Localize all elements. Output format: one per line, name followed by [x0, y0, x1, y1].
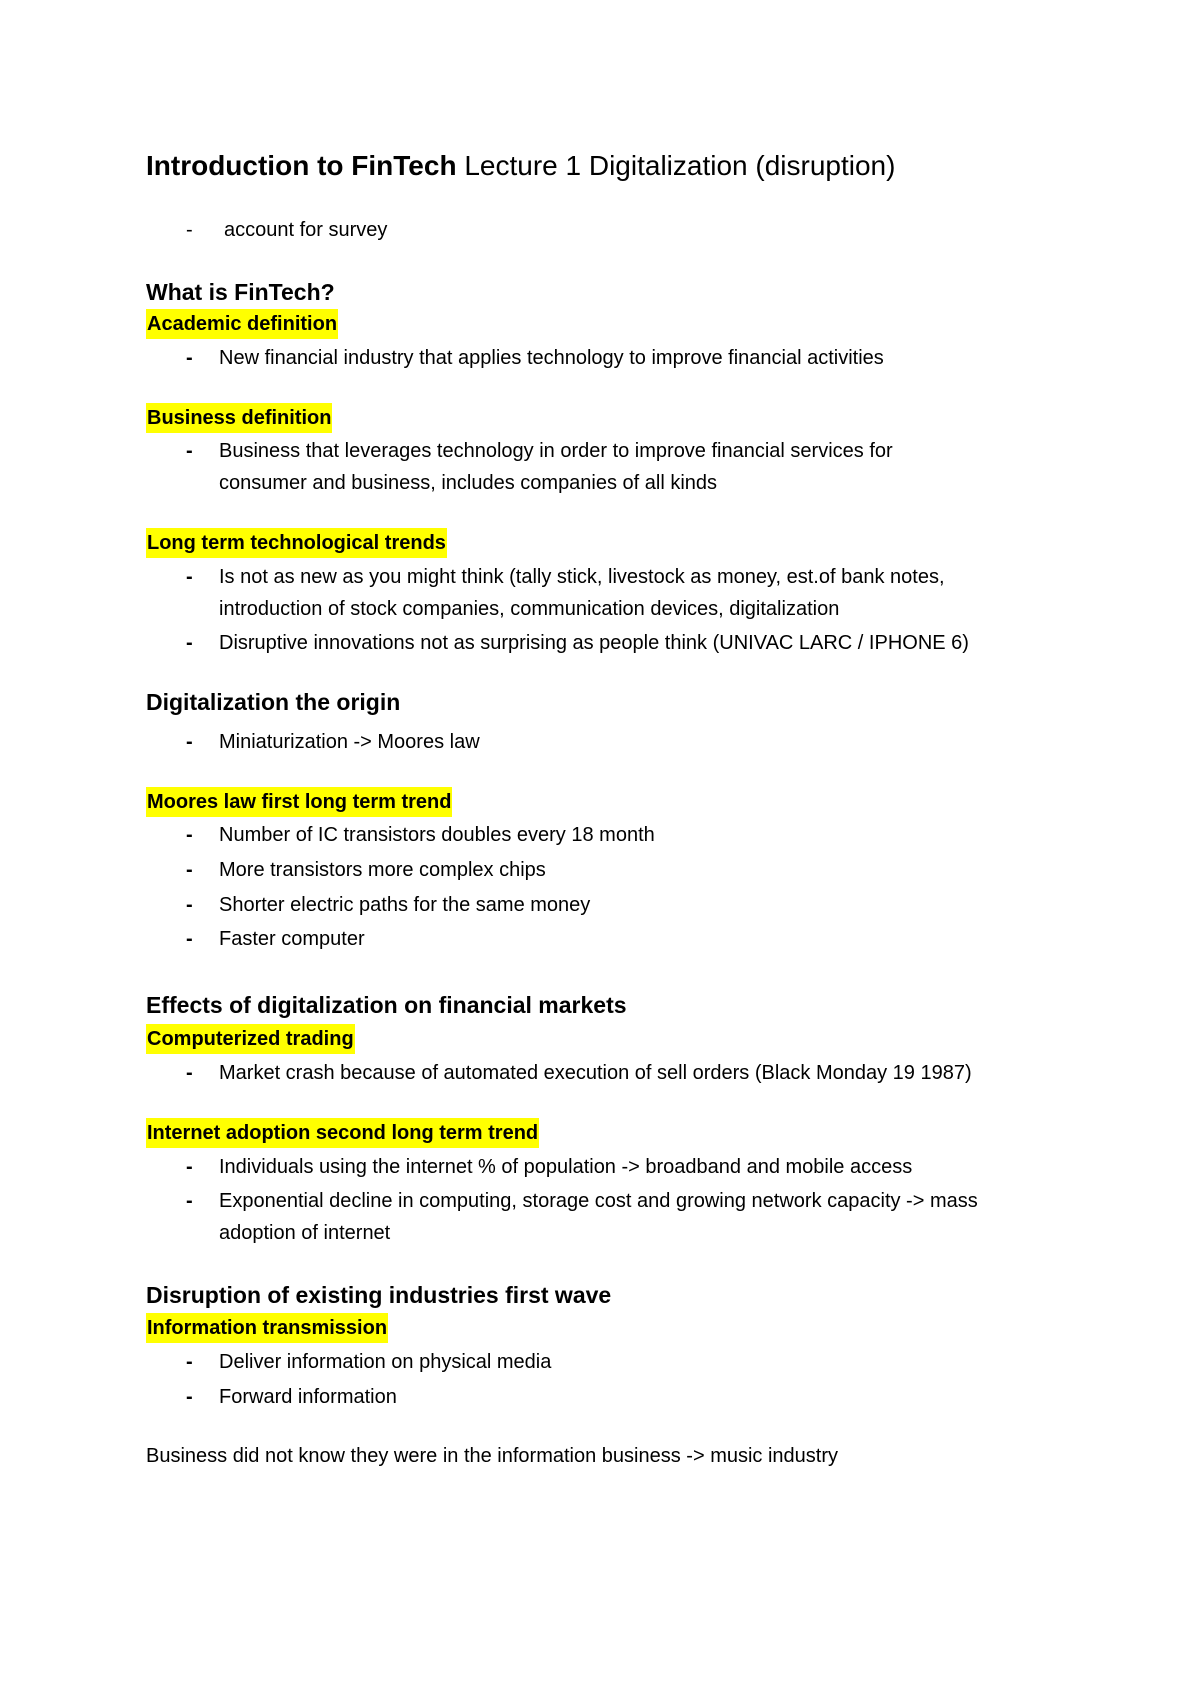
list-item: Disruptive innovations not as surprising as people think (UNIVAC LARC / IPHONE 6)	[219, 632, 969, 654]
list-item: New financial industry that applies technology to improve financial activities	[219, 347, 884, 369]
list-item-continuation: consumer and business, includes companies of all kinds	[219, 472, 718, 494]
label-info: Information transmission	[146, 1313, 388, 1343]
bullet-dash: -	[186, 566, 193, 588]
label-computerized: Computerized trading	[146, 1024, 355, 1054]
list-item: More transistors more complex chips	[219, 859, 546, 881]
bullet-dash: -	[186, 1156, 193, 1178]
list-item: Shorter electric paths for the same money	[219, 894, 591, 916]
list-item: Is not as new as you might think (tally stick, livestock as money, est.of bank notes,	[219, 566, 945, 588]
bullet-dash: -	[186, 440, 193, 462]
list-item: Deliver information on physical media	[219, 1351, 552, 1373]
intro-item: account for survey	[224, 219, 388, 241]
bullet-dash: -	[186, 824, 193, 846]
bullet-dash: -	[186, 347, 193, 369]
section-heading-origin: Digitalization the origin	[146, 689, 401, 715]
section-heading-disruption: Disruption of existing industries first wave	[146, 1282, 612, 1308]
section-heading-what-is: What is FinTech?	[146, 279, 335, 305]
section-heading-effects: Effects of digitalization on financial markets	[146, 992, 627, 1018]
label-academic: Academic definition	[146, 309, 338, 339]
label-moores: Moores law first long term trend	[146, 787, 452, 817]
bullet-dash: -	[186, 928, 193, 950]
page-title	[146, 150, 895, 182]
list-item: Number of IC transistors doubles every 18 month	[219, 824, 655, 846]
bullet-dash: -	[186, 632, 193, 654]
bullet-dash: -	[186, 1351, 193, 1373]
bullet-dash: -	[186, 894, 193, 916]
bullet-dash: -	[186, 219, 193, 241]
label-trends: Long term technological trends	[146, 528, 447, 558]
list-item: Forward information	[219, 1386, 397, 1408]
list-item-continuation: introduction of stock companies, communication devices, digitalization	[219, 598, 840, 620]
bullet-dash: -	[186, 1386, 193, 1408]
closing-paragraph: Business did not know they were in the information business -> music industry	[146, 1445, 839, 1467]
bullet-dash: -	[186, 731, 193, 753]
bullet-dash: -	[186, 859, 193, 881]
label-business: Business definition	[146, 403, 332, 433]
list-item: Individuals using the internet % of population -> broadband and mobile access	[219, 1156, 913, 1178]
label-internet: Internet adoption second long term trend	[146, 1118, 539, 1148]
list-item: Exponential decline in computing, storage cost and growing network capacity -> mass	[219, 1190, 978, 1212]
list-item: Faster computer	[219, 928, 365, 950]
list-item-continuation: adoption of internet	[219, 1222, 391, 1244]
bullet-dash: -	[186, 1062, 193, 1084]
bullet-dash: -	[186, 1190, 193, 1212]
list-item: Market crash because of automated execution of sell orders (Black Monday 19 1987)	[219, 1062, 972, 1084]
title-rest: Lecture 1 Digitalization (disruption)	[464, 150, 896, 181]
list-item: Business that leverages technology in order to improve financial services for	[219, 440, 893, 462]
list-item: Miniaturization -> Moores law	[219, 731, 480, 753]
title-bold: Introduction to FinTech	[146, 150, 457, 181]
